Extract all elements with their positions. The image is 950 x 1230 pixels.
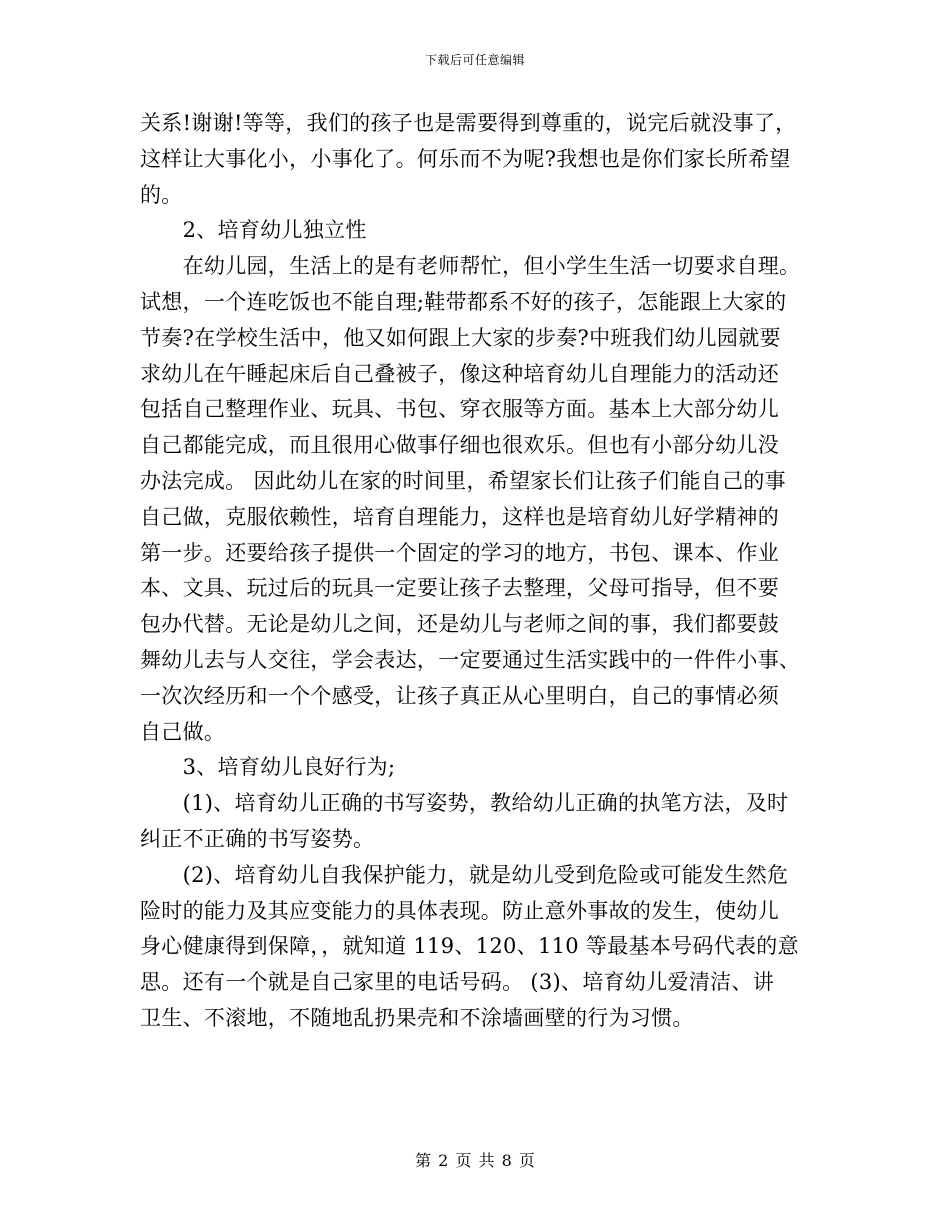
text-line: 纠正不正确的书写姿势。 — [140, 826, 375, 851]
text-line: 本、文具、玩过后的玩具一定要让孩子去整理，父母可指导，但不要 — [140, 576, 779, 601]
text-line: (2)、培育幼儿自我保护能力，就是幼儿受到危险或可能发生然危 — [140, 862, 789, 887]
text-line: 险时的能力及其应变能力的具体表现。防止意外事故的发生，使幼儿 — [140, 898, 779, 923]
text-line: 身心健康得到保障，，就知道 119、120、110 等最基本号码代表的意 — [140, 934, 799, 959]
text-line: 节奏?在学校生活中，他又如何跟上大家的步奏?中班我们幼儿园就要 — [140, 325, 781, 350]
text-line: 包办代替。无论是幼儿之间，还是幼儿与老师之间的事，我们都要鼓 — [140, 612, 779, 637]
body-text — [140, 106, 812, 1037]
section-heading: 2、培育幼儿独立性 — [140, 218, 367, 243]
text-line: 一次次经历和一个个感受，让孩子真正从心里明白，自己的事情必须 — [140, 683, 779, 708]
text-line: 自己做，克服依赖性，培育自理能力，这样也是培育幼儿好学精神的 — [140, 504, 779, 529]
page-number: 第 2 页 共 8 页 — [415, 1151, 535, 1170]
page-header-note: 下载后可任意编辑 — [424, 53, 525, 67]
text-line: 求幼儿在午睡起床后自己叠被子，像这种培育幼儿自理能力的活动还 — [140, 361, 779, 386]
text-line: 的。 — [140, 182, 183, 207]
text-line: 试想，一个连吃饭也不能自理;鞋带都系不好的孩子，怎能跟上大家的 — [140, 289, 787, 314]
section-heading: 3、培育幼儿良好行为; — [140, 755, 396, 780]
text-line: 关系!谢谢!等等，我们的孩子也是需要得到尊重的，说完后就没事了， — [140, 111, 797, 135]
text-line: 自己都能完成，而且很用心做事仔细也很欢乐。但也有小部分幼儿没 — [140, 433, 779, 458]
text-line: 自己做。 — [140, 719, 226, 744]
text-line: (1)、培育幼儿正确的书写姿势，教给幼儿正确的执笔方法，及时 — [140, 791, 789, 816]
text-line: 思。还有一个就是自己家里的电话号码。 (3)、培育幼儿爱清洁、讲 — [140, 970, 775, 995]
text-line: 第一步。还要给孩子提供一个固定的学习的地方，书包、课本、作业 — [140, 540, 779, 565]
text-line: 包括自己整理作业、玩具、书包、穿衣服等方面。基本上大部分幼儿 — [140, 397, 779, 422]
text-line: 舞幼儿去与人交往，学会表达，一定要通过生活实践中的一件件小事、 — [140, 647, 801, 672]
text-line: 在幼儿园，生活上的是有老师帮忙，但小学生生活一切要求自理。 — [140, 254, 801, 279]
text-line: 这样让大事化小，小事化了。何乐而不为呢?我想也是你们家长所希望 — [140, 146, 791, 171]
text-line: 卫生、不滚地，不随地乱扔果壳和不涂墙画壁的行为习惯。 — [140, 1005, 694, 1030]
text-line: 办法完成。 因此幼儿在家的时间里，希望家长们让孩子们能自己的事 — [140, 468, 786, 493]
